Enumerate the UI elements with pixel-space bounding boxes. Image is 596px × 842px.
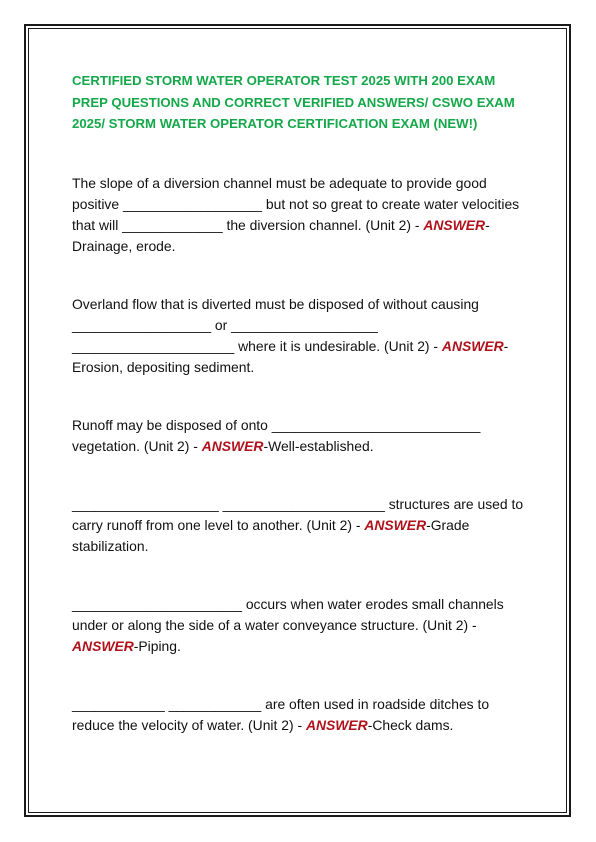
qa-item bbox=[72, 294, 532, 378]
question-text: Runoff may be disposed of onto ___________________________ vegetation. (Unit 2) - bbox=[72, 416, 485, 454]
answer-text: -Drainage, erode. bbox=[72, 216, 490, 254]
question-text: ______________________ occurs when water erodes small channels under or along the side of a water conveyance structure. (Unit 2) - bbox=[72, 595, 508, 633]
answer-text: -Erosion, depositing sediment. bbox=[72, 337, 509, 375]
answer-text: -Well-established. bbox=[263, 437, 374, 454]
answer-text: -Piping. bbox=[133, 637, 181, 654]
question-text: ____________ ____________ are often used in roadside ditches to reduce the velocity of water. (Unit 2) - bbox=[72, 695, 493, 733]
document-body bbox=[72, 70, 532, 736]
document-title: CERTIFIED STORM WATER OPERATOR TEST 2025 WITH 200 EXAM PREP QUESTIONS AND CORRECT VERIFIED ANSWERS/ CSWO EXAM 2025/ STORM WATER OPERATOR CERTIFICATION EXAM (NEW!) bbox=[72, 73, 515, 131]
qa-item bbox=[72, 694, 532, 736]
answer-text: -Grade stabilization. bbox=[72, 516, 474, 554]
answer-label: ANSWER bbox=[72, 637, 134, 654]
qa-item bbox=[72, 415, 532, 457]
qa-item bbox=[72, 594, 532, 657]
answer-text: -Check dams. bbox=[367, 716, 454, 733]
answer-label: ANSWER bbox=[423, 216, 486, 233]
answer-label: ANSWER bbox=[441, 337, 504, 354]
qa-item bbox=[72, 494, 532, 557]
answer-label: ANSWER bbox=[305, 716, 368, 733]
qa-item bbox=[72, 173, 532, 257]
answer-label: ANSWER bbox=[201, 437, 264, 454]
answer-label: ANSWER bbox=[364, 516, 427, 533]
question-text: ___________________ _____________________ structures are used to carry runoff from one level to another. (Unit 2) - bbox=[72, 495, 527, 533]
question-text: The slope of a diversion channel must be adequate to provide good positive __________________ but not so great to create water velocities that will _____________ the diversion channel. (Unit 2) - bbox=[72, 174, 523, 233]
question-text: Overland flow that is diverted must be disposed of without causing __________________ or ___________________ _____________________ where it is undesirable. (Unit 2) - bbox=[72, 295, 483, 354]
